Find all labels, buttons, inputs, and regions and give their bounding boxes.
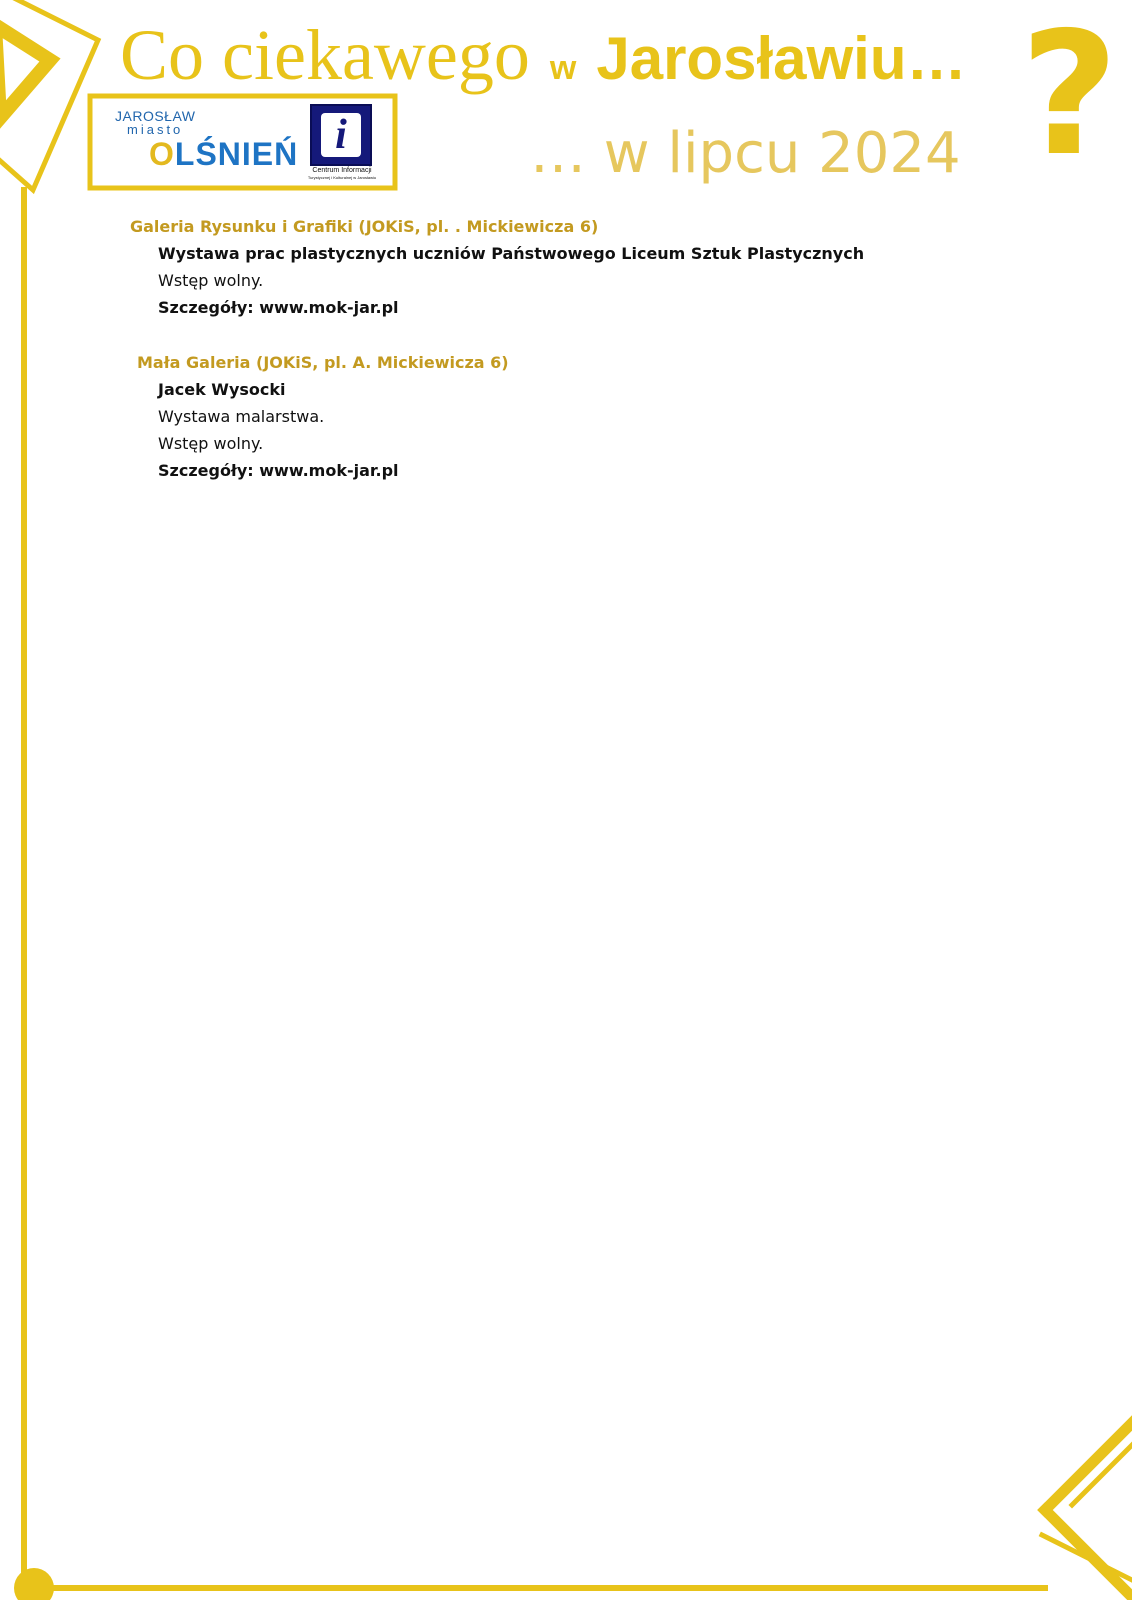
event-title: Wystawa prac plastycznych uczniów Państwowego Liceum Sztuk Plastycznych xyxy=(158,244,865,263)
corner-diamond-inner xyxy=(0,25,50,118)
event-details-link[interactable]: Szczegóły: www.mok-jar.pl xyxy=(158,298,399,317)
city-logo-line1: JAROSŁAW xyxy=(115,108,196,124)
event-details xyxy=(158,240,1030,321)
title-part-1: Co ciekawego xyxy=(120,15,530,95)
event-block xyxy=(130,214,1030,321)
info-center-logo xyxy=(310,104,372,166)
event-block xyxy=(137,350,1030,484)
events-list xyxy=(130,214,1030,513)
city-logo-line2: miasto xyxy=(127,122,184,137)
subtitle: … w lipcu 2024 xyxy=(530,121,961,186)
question-mark: ? xyxy=(1020,0,1119,194)
city-logo-line3 xyxy=(149,136,298,173)
info-center-caption-2: Turystycznej i Kulturalnej w Jarosławiu xyxy=(307,175,377,180)
event-details-link[interactable]: Szczegóły: www.mok-jar.pl xyxy=(158,461,399,480)
title-part-2: w xyxy=(549,49,577,87)
corner-diagonal-1 xyxy=(1045,1423,1132,1510)
title-part-3: Jarosławiu… xyxy=(596,25,967,92)
event-details xyxy=(158,376,1030,484)
page-title xyxy=(120,14,966,109)
event-venue: Mała Galeria (JOKiS, pl. A. Mickiewicza 6) xyxy=(137,353,509,372)
event-entry-info: Wstęp wolny. xyxy=(158,271,264,290)
info-center-caption-1: Centrum Informacji xyxy=(312,167,372,174)
info-icon: i xyxy=(321,113,361,157)
city-logo-accent-letter: O xyxy=(149,136,175,172)
info-center-caption xyxy=(306,167,378,180)
corner-diagonal-4 xyxy=(1042,1535,1132,1580)
city-logo xyxy=(115,108,299,178)
event-venue: Galeria Rysunku i Grafiki (JOKiS, pl. . Mickiewicza 6) xyxy=(130,217,599,236)
event-title: Jacek Wysocki xyxy=(158,380,286,399)
event-description: Wystawa malarstwa. xyxy=(158,407,325,426)
corner-diagonal-3 xyxy=(1045,1510,1132,1597)
event-entry-info: Wstęp wolny. xyxy=(158,434,264,453)
city-logo-line3-rest: LŚNIEŃ xyxy=(174,136,299,172)
corner-dot xyxy=(14,1568,54,1600)
